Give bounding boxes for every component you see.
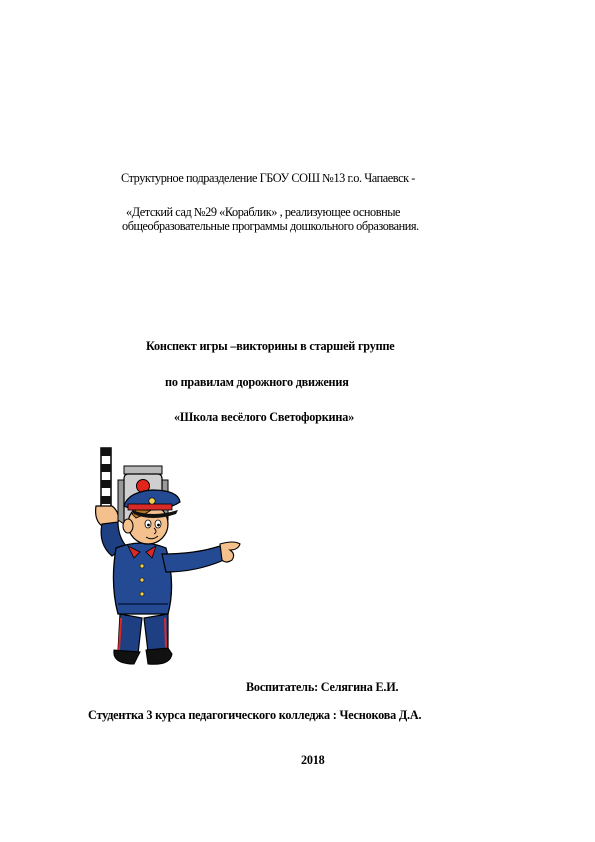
header-line-1: Структурное подразделение ГБОУ СОШ №13 г.о. Чапаевск - — [121, 171, 415, 185]
title-line-3: «Школа весёлого Светофоркина» — [174, 410, 354, 424]
header-line-2: «Детский сад №29 «Кораблик» , реализующее основные — [126, 205, 401, 219]
title-line-2: по правилам дорожного движения — [165, 375, 349, 389]
title-line-1: Конспект игры –викторины в старшей группе — [146, 339, 395, 353]
teacher-credit: Воспитатель: Селягина Е.И. — [246, 680, 399, 694]
policeman-head — [123, 490, 180, 544]
year: 2018 — [301, 753, 325, 767]
student-credit: Студентка 3 курса педагогического колледжа : Чеснокова Д.А. — [88, 708, 422, 722]
header-line-3: общеобразовательные программы дошкольного образования. — [122, 219, 419, 233]
traffic-policeman-with-traffic-light-icon — [88, 444, 258, 680]
policeman — [101, 522, 240, 664]
